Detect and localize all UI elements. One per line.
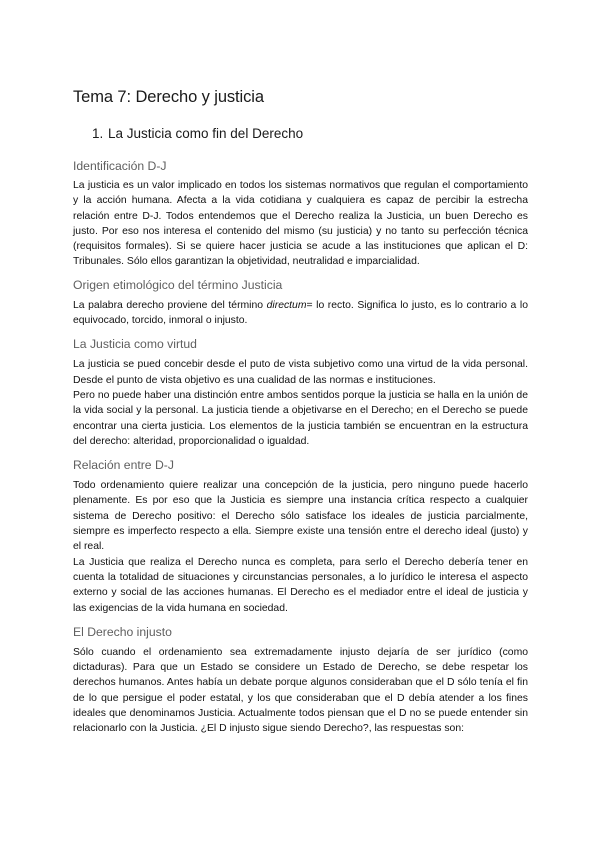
section-heading: Relación entre D-J [73, 458, 174, 473]
italic-term: directum [266, 299, 307, 311]
section-heading: Identificación D-J [73, 159, 167, 173]
chapter-number: 1. [92, 126, 104, 141]
paragraph: La Justicia que realiza el Derecho nunca es completa, para serlo el Derecho debería tener en cuenta la totalidad de situaciones y circunstancias personales, a lo jurídico le interesa el aspecto externo y social de las acciones humanas. El Derecho es el mediador entre el ideal de justicia y las exigencias de la vida humana en sociedad. [73, 556, 528, 614]
text-run: La palabra derecho proviene del término [73, 299, 267, 311]
section-identificacion [73, 158, 528, 270]
section-heading: El Derecho injusto [73, 624, 172, 639]
section-origen [73, 277, 528, 329]
paragraph: Todo ordenamiento quiere realizar una concepción de la justicia, pero ninguno puede hacerlo plenamente. Es por eso que la Justicia es siempre una instancia crítica respecto a cualquier sistema de Derecho positivo: el Derecho sólo satisface los ideales de justicia parcialmente, siempre es imperfecto respecto a ella. Siempre existe una tensión entre el derecho ideal (justo) y el real. [73, 480, 528, 553]
document-body [73, 88, 528, 737]
section-derecho-injusto [73, 624, 528, 737]
paragraph [73, 298, 528, 329]
section-virtud [73, 336, 528, 449]
section-heading: Origen etimológico del término Justicia [73, 277, 283, 292]
paragraph: Sólo cuando el ordenamiento sea extremadamente injusto dejaría de ser jurídico (como dictaduras). Para que un Estado se considere un Estado de Derecho, se debe respetar los derechos humanos. Antes había un debate porque algunos consideraban que el D sólo tenía el fin de lo que persigue el poder estatal, y los que consideraban que el D debía atender a los fines ideales que denominamos Justicia. Actualmente todos piensan que el D no se puede entender sin relacionarlo con la Justicia. ¿El D injusto sigue siendo Derecho?, las respuestas son: [73, 646, 528, 735]
text-run: = lo recto. Significa lo justo, es lo contrario a lo equivocado, torcido, inmoral o injusto. [73, 299, 528, 327]
chapter-heading [92, 126, 528, 141]
page-title: Tema 7: Derecho y justicia [73, 88, 264, 106]
paragraph: La justicia es un valor implicado en todos los sistemas normativos que regulan el comportamiento y la acción humana. Afecta a la vida cotidiana y cualquiera es capaz de percibir la estrecha relación entre D-J. Todos entendemos que el Derecho realiza la Justicia, un buen Derecho es justo. Por eso nos interesa el contenido del mismo (su justicia) y no tanto su perfección técnica (requisitos formales). Si se quiere hacer justicia se acude a las instituciones que aplican el D: Tribunales. Sólo ellos garantizan la objetividad, neutralidad e imparcialidad. [73, 180, 528, 268]
section-relacion [73, 457, 528, 616]
chapter-title: La Justicia como fin del Derecho [108, 126, 304, 141]
paragraph: Pero no puede haber una distinción entre ambos sentidos porque la justicia se halla en la unión de la vida social y la personal. La justicia tiende a objetivarse en el Derecho; en el Derecho se puede encontrar una cierta justicia. Los elementos de la justicia también se encuentran en la estructura del derecho: alteridad, proporcionalidad o igualdad. [73, 389, 528, 447]
paragraph: La justicia se pued concebir desde el puto de vista subjetivo como una virtud de la vida personal. Desde el punto de vista objetivo es una cualidad de las normas e instituciones. [73, 359, 528, 386]
section-heading: La Justicia como virtud [73, 337, 197, 352]
